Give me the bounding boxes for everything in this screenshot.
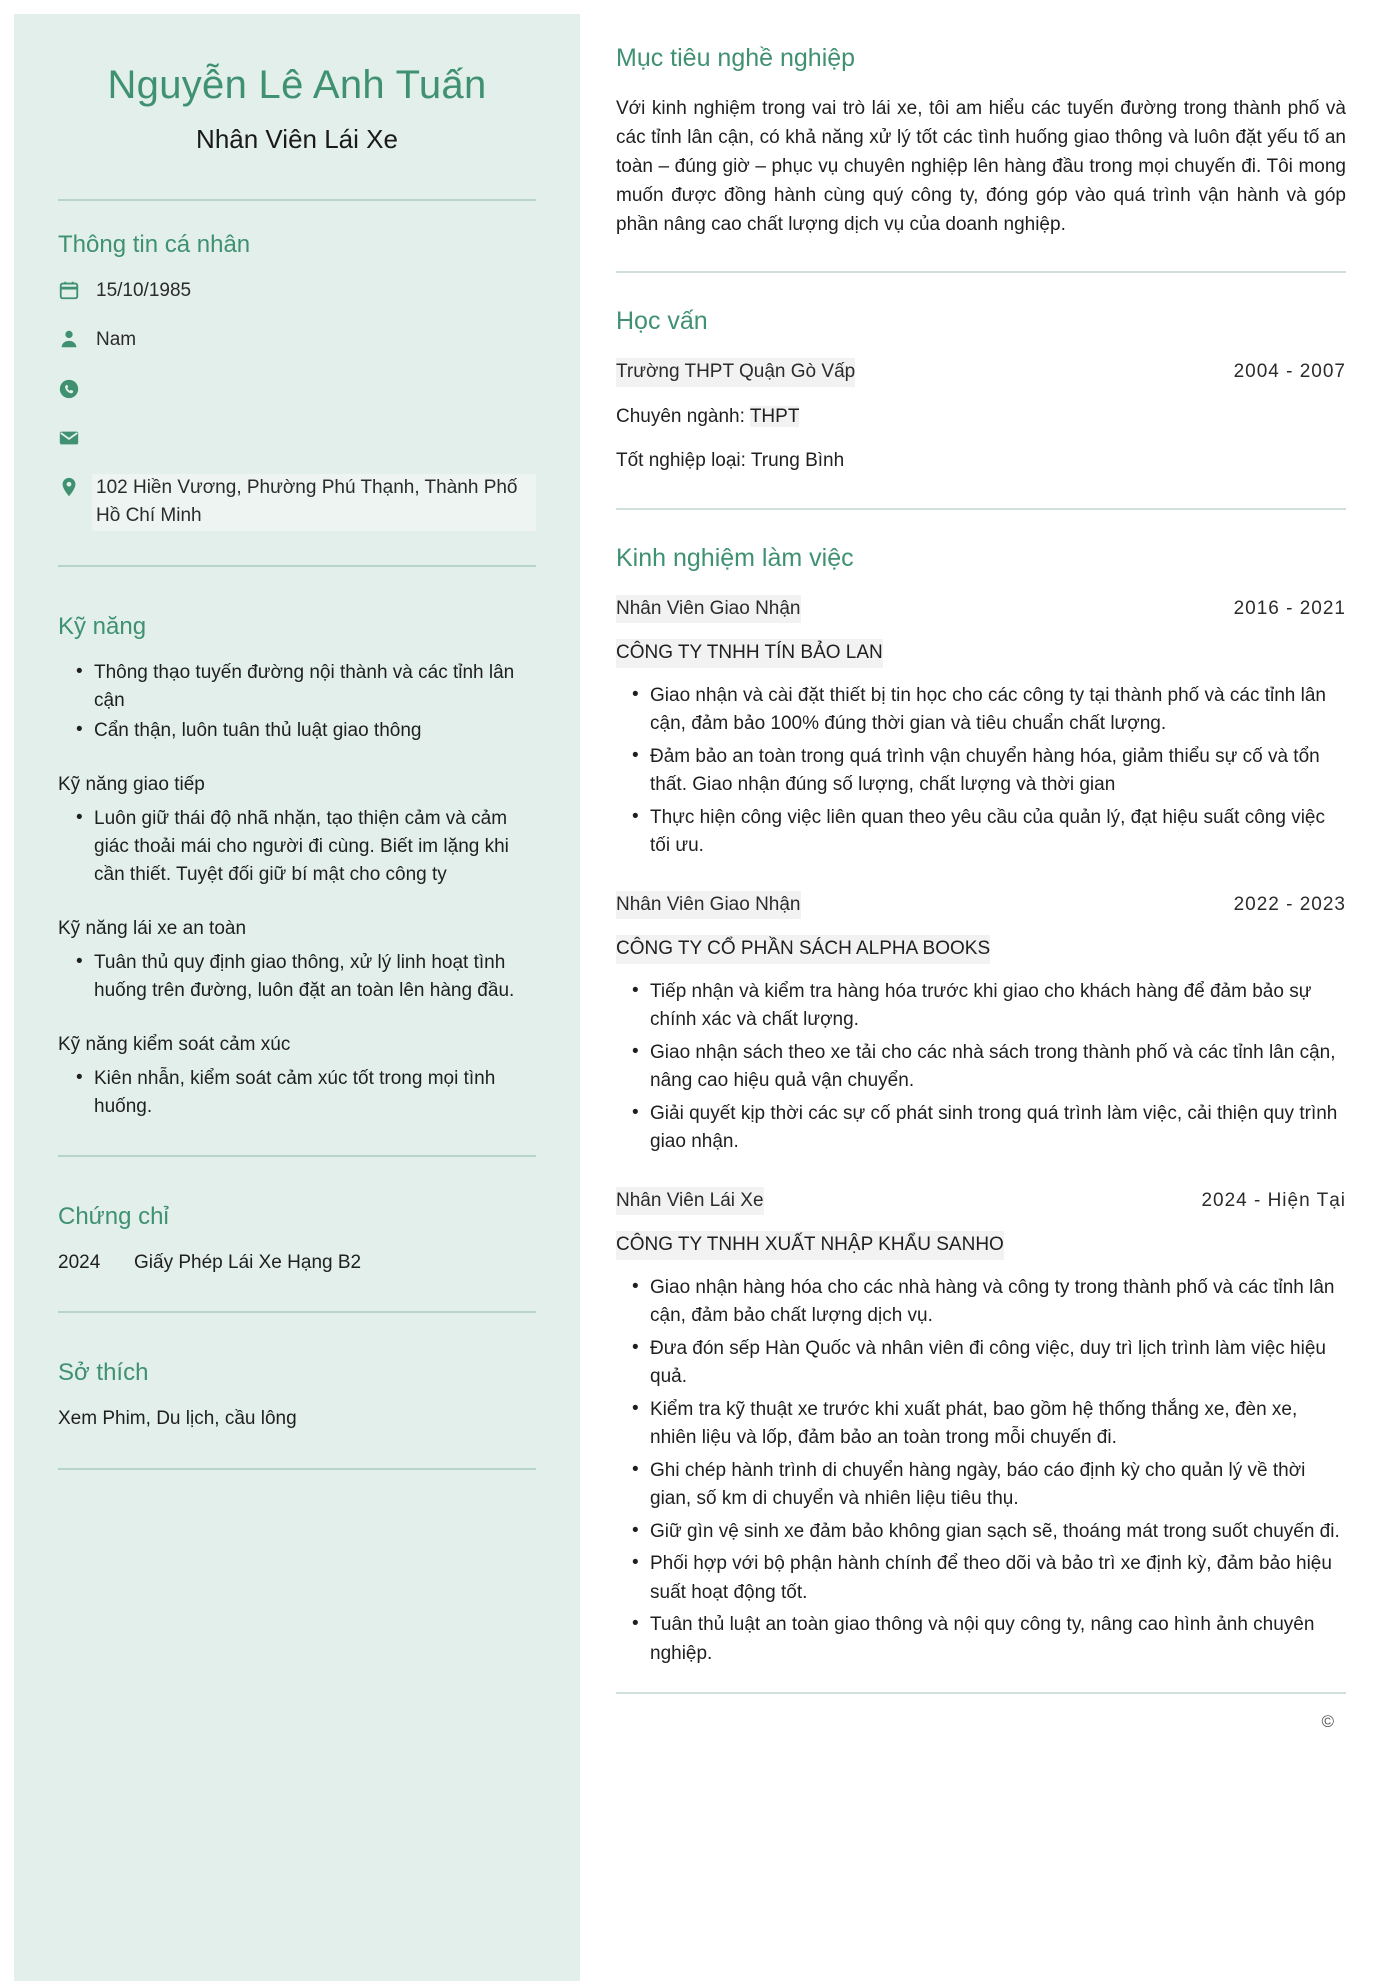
skill-bullet-list <box>58 1065 536 1121</box>
phone-icon <box>58 376 92 400</box>
candidate-job-title: Nhân Viên Lái Xe <box>196 124 398 155</box>
copyright-mark: © <box>1321 1712 1334 1732</box>
certificates-heading: Chứng chỉ <box>58 1202 169 1230</box>
info-row-phone <box>58 376 536 404</box>
divider <box>616 271 1346 273</box>
divider <box>58 1311 536 1313</box>
experience-item <box>616 1187 1346 1669</box>
skills-list <box>58 659 536 1121</box>
experience-bullet: • Giữ gìn vệ sinh xe đảm bảo không gian sạch sẽ, thoáng mát trong suốt chuyến đi. <box>632 1518 1346 1547</box>
skill-group-name: Kỹ năng giao tiếp <box>58 774 205 796</box>
experience-list <box>616 595 1346 1669</box>
experience-entry-head <box>616 595 1346 624</box>
experience-company: CÔNG TY TNHH TÍN BẢO LAN <box>616 639 883 668</box>
experience-item <box>616 891 1346 1157</box>
experience-position: Nhân Viên Lái Xe <box>616 1187 764 1216</box>
sidebar <box>14 14 580 1981</box>
skill-bullet-list <box>58 805 536 889</box>
skill-item: • Tuân thủ quy định giao thông, xử lý linh hoạt tình huống trên đường, luôn đặt an toàn lên hàng đầu. <box>76 949 536 1005</box>
skill-item: • Kiên nhẫn, kiểm soát cảm xúc tốt trong mọi tình huống. <box>76 1065 536 1121</box>
skills-heading: Kỹ năng <box>58 612 147 640</box>
person-icon <box>58 326 92 350</box>
hobbies-heading: Sở thích <box>58 1359 149 1387</box>
divider <box>58 199 536 201</box>
candidate-name: Nguyễn Lê Anh Tuấn <box>107 63 487 107</box>
skill-item: • Thông thạo tuyến đường nội thành và các tỉnh lân cận <box>76 659 536 715</box>
experience-entry-head <box>616 1187 1346 1216</box>
experience-bullet: • Giao nhận và cài đặt thiết bị tin học cho các công ty tại thành phố và các tỉnh lân cận, đảm bảo 100% đúng thời gian và tiêu chuẩn chất lượng. <box>632 682 1346 739</box>
experience-bullet: • Giao nhận hàng hóa cho các nhà hàng và công ty trong thành phố và các tỉnh lân cận, đảm bảo chất lượng dịch vụ. <box>632 1274 1346 1331</box>
experience-bullet-list <box>616 682 1346 861</box>
calendar-icon <box>58 277 92 301</box>
divider <box>616 1692 1346 1694</box>
birthday-value: 15/10/1985 <box>96 279 192 301</box>
hobbies-section <box>58 1359 536 1434</box>
experience-bullet: • Phối hợp với bộ phận hành chính để theo dõi và bảo trì xe định kỳ, đảm bảo hiệu suất hoạt động tốt. <box>632 1550 1346 1607</box>
experience-bullet-list <box>616 1274 1346 1669</box>
info-row-email <box>58 425 536 453</box>
skill-group <box>58 1031 536 1121</box>
gender-value: Nam <box>96 329 137 351</box>
divider <box>58 1468 536 1470</box>
experience-company: CÔNG TY CỔ PHẦN SÁCH ALPHA BOOKS <box>616 935 990 964</box>
experience-dates: 2024 - Hiện Tại <box>1201 1189 1346 1211</box>
info-row-birthday <box>58 277 536 306</box>
skill-group <box>58 659 536 745</box>
experience-bullet-list <box>616 978 1346 1157</box>
skill-bullet-list <box>58 949 536 1005</box>
skill-group <box>58 771 536 889</box>
education-major <box>616 403 1346 432</box>
experience-company: CÔNG TY TNHH XUẤT NHẬP KHẨU SANHO <box>616 1231 1004 1260</box>
certificates-section <box>58 1203 536 1278</box>
experience-bullet: • Kiểm tra kỹ thuật xe trước khi xuất phát, bao gồm hệ thống thắng xe, đèn xe, nhiên liệu và lốp, đảm bảo an toàn trong mỗi chuyến đi. <box>632 1396 1346 1453</box>
experience-bullet: • Tuân thủ luật an toàn giao thông và nội quy công ty, nâng cao hình ảnh chuyên nghiệp. <box>632 1611 1346 1668</box>
divider <box>616 508 1346 510</box>
skill-item: • Cẩn thận, luôn tuân thủ luật giao thông <box>76 717 536 745</box>
experience-section <box>616 544 1346 1669</box>
experience-heading: Kinh nghiệm làm việc <box>616 543 854 572</box>
education-section <box>616 307 1346 476</box>
objective-text: Với kinh nghiệm trong vai trò lái xe, tôi am hiểu các tuyến đường trong thành phố và các tỉnh lân cận, có khả năng xử lý tốt các tình huống giao thông và luôn đặt yếu tố an toàn – đúng giờ – phục vụ chuyên nghiệp lên hàng đầu trong mọi chuyến đi. Tôi mong muốn được đồng hành cùng quý công ty, đóng góp vào quá trình vận hành và góp phần nâng cao chất lượng dịch vụ của doanh nghiệp. <box>616 98 1346 235</box>
experience-bullet: • Đưa đón sếp Hàn Quốc và nhân viên đi công việc, duy trì lịch trình làm việc hiệu quả. <box>632 1335 1346 1392</box>
skills-section <box>58 613 536 1121</box>
education-school: Trường THPT Quận Gò Vấp <box>616 358 855 387</box>
experience-entry-head <box>616 891 1346 920</box>
personal-info-section <box>58 231 536 531</box>
education-entry-head <box>616 358 1346 387</box>
objective-heading: Mục tiêu nghề nghiệp <box>616 44 856 72</box>
experience-bullet: • Giao nhận sách theo xe tải cho các nhà sách trong thành phố và các tỉnh lân cận, nâng cao hiệu quả vận chuyển. <box>632 1039 1346 1096</box>
skill-group-name: Kỹ năng lái xe an toàn <box>58 918 247 940</box>
experience-bullet: • Thực hiện công việc liên quan theo yêu cầu của quản lý, đạt hiệu suất công việc tối ưu. <box>632 804 1346 861</box>
education-heading: Học vấn <box>616 307 708 336</box>
education-major-value: THPT <box>749 405 800 427</box>
experience-bullet: • Đảm bảo an toàn trong quá trình vận chuyển hàng hóa, giảm thiểu sự cố và tổn thất. Giao nhận đúng số lượng, chất lượng và thời gian <box>632 743 1346 800</box>
skill-group <box>58 915 536 1005</box>
location-pin-icon <box>58 474 92 498</box>
experience-dates: 2016 - 2021 <box>1233 597 1346 619</box>
skill-bullet-list <box>58 659 536 745</box>
certificate-row <box>58 1249 536 1278</box>
experience-dates: 2022 - 2023 <box>1233 893 1346 915</box>
divider <box>58 565 536 567</box>
certificate-year: 2024 <box>58 1251 101 1273</box>
experience-bullet: • Tiếp nhận và kiểm tra hàng hóa trước khi giao cho khách hàng để đảm bảo sự chính xác và chất lượng. <box>632 978 1346 1035</box>
experience-bullet: • Ghi chép hành trình di chuyển hàng ngày, báo cáo định kỳ cho quản lý về thời gian, số km di chuyển và nhiên liệu tiêu thụ. <box>632 1457 1346 1514</box>
skill-group-name: Kỹ năng kiểm soát cảm xúc <box>58 1033 291 1055</box>
divider <box>58 1155 536 1157</box>
info-row-gender <box>58 326 536 355</box>
main-content <box>580 14 1386 1981</box>
personal-info-heading: Thông tin cá nhân <box>58 230 251 258</box>
objective-section <box>616 44 1346 239</box>
experience-position: Nhân Viên Giao Nhận <box>616 595 801 624</box>
experience-bullet: • Giải quyết kịp thời các sự cố phát sinh trong quá trình làm việc, cải thiện quy trình giao nhận. <box>632 1100 1346 1157</box>
info-row-address <box>58 474 536 531</box>
certificate-name: Giấy Phép Lái Xe Hạng B2 <box>134 1251 362 1273</box>
experience-position: Nhân Viên Giao Nhận <box>616 891 801 920</box>
certificates-list <box>58 1249 536 1278</box>
address-value: 102 Hiền Vương, Phường Phú Thạnh, Thành Phố Hồ Chí Minh <box>92 474 536 531</box>
education-grade: Tốt nghiệp loại: Trung Bình <box>616 450 845 472</box>
education-major-label: Chuyên ngành: <box>616 405 745 427</box>
envelope-icon <box>58 425 92 449</box>
education-dates: 2004 - 2007 <box>1233 361 1346 383</box>
experience-item <box>616 595 1346 861</box>
skill-item: • Luôn giữ thái độ nhã nhặn, tạo thiện cảm và cảm giác thoải mái cho người đi cùng. Biết im lặng khi cần thiết. Tuyệt đối giữ bí mật cho công ty <box>76 805 536 889</box>
hobbies-value: Xem Phim, Du lịch, cầu lông <box>58 1408 297 1430</box>
